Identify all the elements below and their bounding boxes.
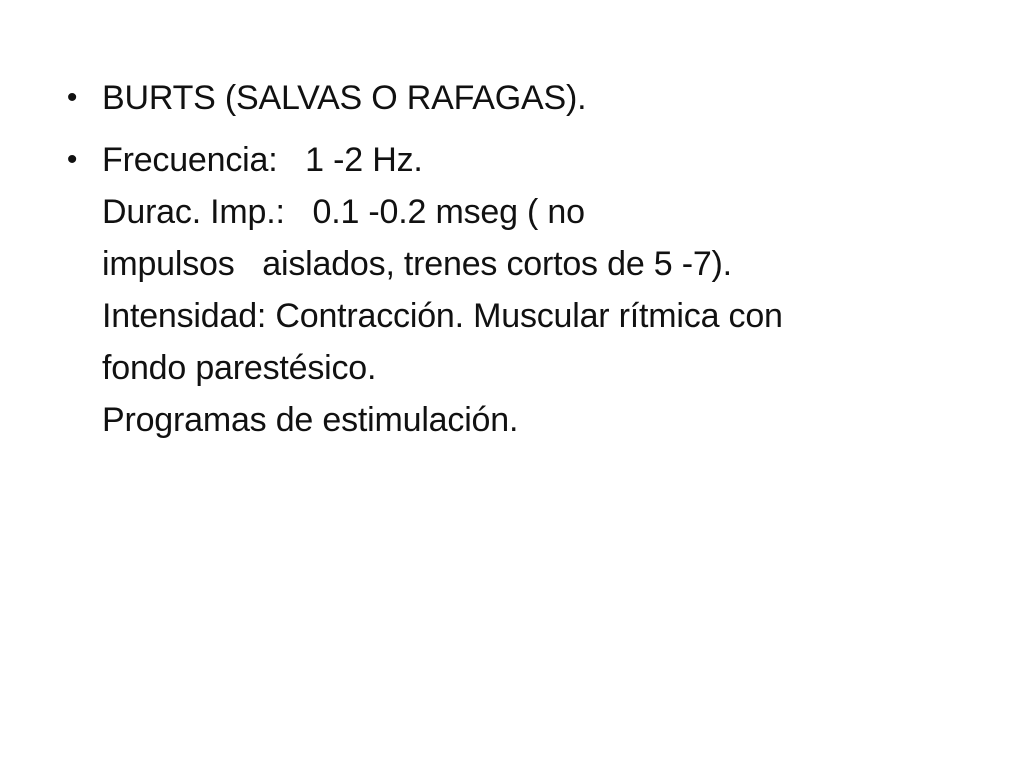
bullet-dot-icon: • <box>66 81 78 114</box>
bullet-list <box>62 72 982 456</box>
intensity-line: Intensidad: Contracción. Muscular rítmica con <box>102 297 783 335</box>
pulse-duration-continuation-line: impulsos aislados, trenes cortos de 5 -7). <box>102 245 732 283</box>
bullet-dot-icon: • <box>66 143 78 176</box>
programs-line: Programas de estimulación. <box>102 401 519 439</box>
intensity-continuation-line: fondo parestésico. <box>102 349 377 387</box>
bullet-text: BURTS (SALVAS O RAFAGAS). <box>102 79 587 117</box>
pulse-duration-line: Durac. Imp.: 0.1 -0.2 mseg ( no <box>102 193 585 231</box>
frequency-line: Frecuencia: 1 -2 Hz. <box>102 141 423 179</box>
bullet-item-burts <box>62 72 982 124</box>
bullet-item-parameters <box>62 134 982 446</box>
